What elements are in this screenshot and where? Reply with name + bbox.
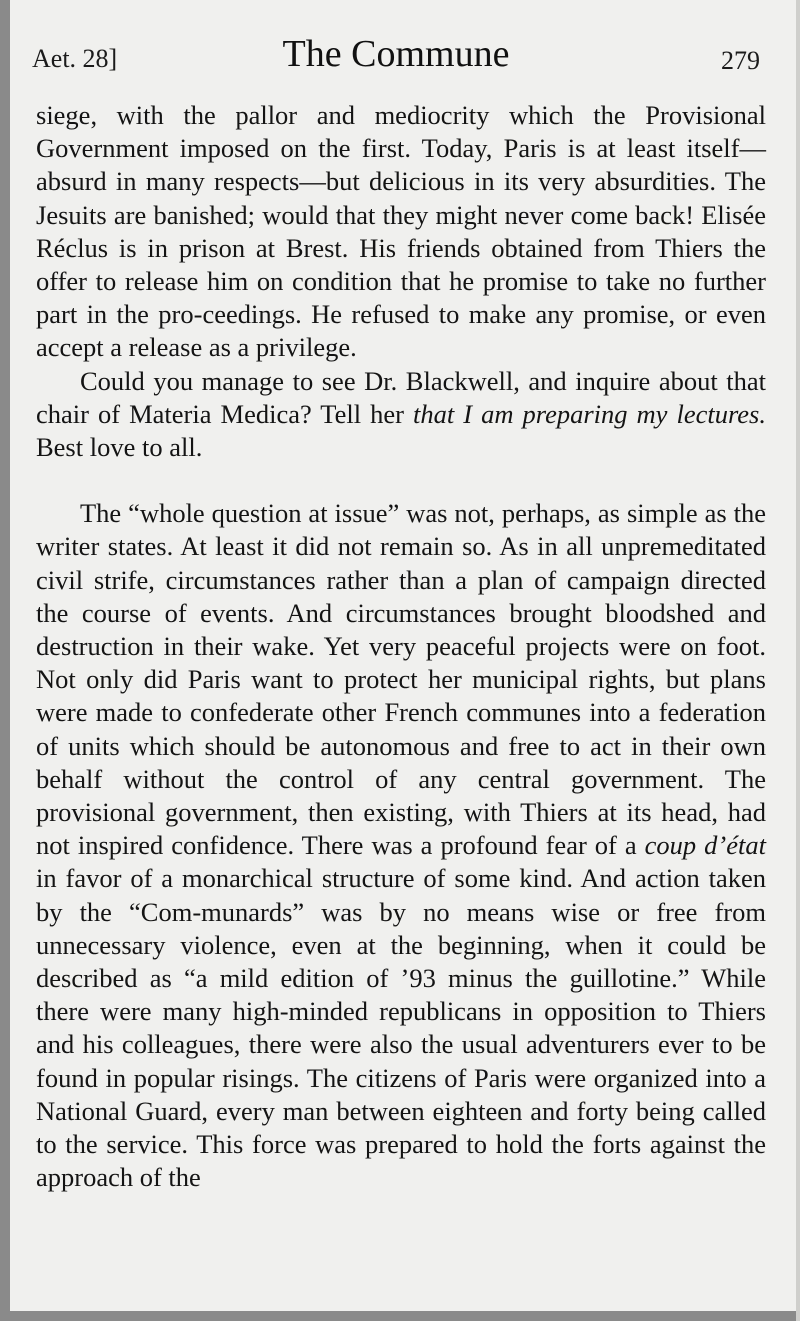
page-body [36, 99, 766, 1195]
paragraph-letter-closing [36, 365, 766, 465]
text-segment: Best love to all. [36, 432, 203, 463]
text-segment-italic: coup d’état [644, 830, 766, 861]
running-header [32, 24, 760, 84]
text-segment: The “whole question at issue” was not, perhaps, as simple as the writer states. At least it did not remain so. As in all unpremeditated civil strife, circumstances rather than a plan of campaign directed the course of events. And circumstances brought bloodshed and destruction in their wake. Yet very peaceful projects were on foot. Not only did Paris want to protect her municipal rights, but plans were made to confederate other French communes into a federation of units which should be autonomous and free to act in their own behalf without the control of any central government. The provisional government, then existing, with Thiers at its head, had not inspired confidence. There was a profound fear of a [36, 498, 766, 861]
text-segment-italic: that I am preparing my lectures. [412, 398, 766, 429]
chapter-title: The Commune [282, 33, 510, 75]
text-segment: siege, with the pallor and mediocrity which the Provisional Government imposed on the first. Today, Paris is at least itself—absurd in many respects—but delicious in its very absurdities. The Jesuits are banished; would that they might never come back! Elisée Réclus is in prison at Brest. His friends obtained from Thiers the offer to release him on condition that he promise to take no further part in the pro-ceedings. He refused to make any promise, or even accept a release as a privilege. [36, 100, 766, 363]
page-edge [796, 0, 800, 1321]
page-number: 279 [721, 46, 760, 75]
book-page [10, 0, 798, 1311]
text-segment: in favor of a monarchical structure of some kind. And action taken by the “Com-munards” was by no means wise or free from unnecessary violence, even at the beginning, when it could be described as “a mild edition of ’93 minus the guillotine.” While there were many high-minded republicans in opposition to Thiers and his colleagues, there were also the usual adventurers ever to be found in popular risings. The citizens of Paris were organized into a National Guard, every man between eighteen and forty being called to the service. This force was prepared to hold the forts against the approach of the [36, 863, 766, 1193]
paragraph-letter-continuation [36, 99, 766, 365]
paragraph-narrative [36, 497, 766, 1194]
text-segment: Could you manage to see Dr. Blackwell, and inquire about that chair of Materia Medica? Tell her [36, 365, 766, 429]
header-age: Aet. 28] [32, 44, 118, 73]
